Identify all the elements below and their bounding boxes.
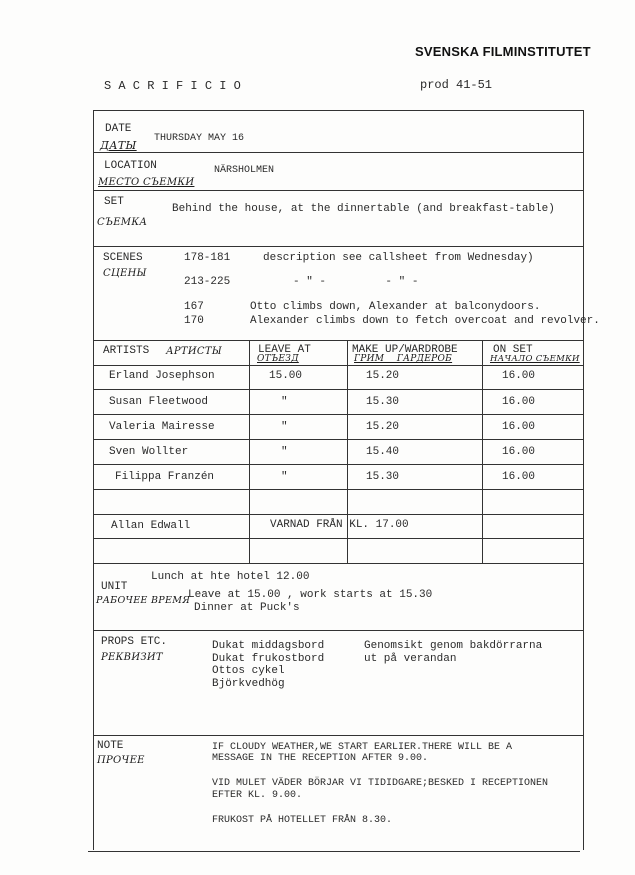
- scene-number: 170: [184, 315, 204, 327]
- artist-leave: ": [281, 446, 288, 458]
- prop-item: Dukat middagsbord: [212, 640, 325, 652]
- props-note: ut på verandan: [364, 653, 457, 665]
- location-label: LOCATION: [104, 160, 157, 172]
- date-label-handwritten: ДАТЫ: [100, 139, 137, 152]
- artist-name: Susan Fleetwood: [109, 396, 209, 408]
- unit-leave: Leave at 15.00 , work starts at 15.30: [188, 589, 433, 601]
- unit-label-handwritten: РАБОЧЕЕ ВРЕМЯ: [96, 595, 191, 606]
- note-label: NOTE: [97, 740, 124, 752]
- scene-number: 167: [184, 301, 204, 313]
- props-note: Genomsikt genom bakdörrarna: [364, 640, 543, 652]
- scene-number: 178-181: [184, 252, 231, 264]
- artist-leave: 15.00: [269, 370, 303, 382]
- artists-header: ARTISTS: [103, 345, 150, 357]
- makeup-header-handwritten: ГРИМ ГАРДЕРОБ: [354, 354, 453, 364]
- artist-name: Allan Edwall: [111, 520, 191, 532]
- artist-onset: 16.00: [502, 471, 536, 483]
- artist-makeup: 15.30: [366, 396, 400, 408]
- scene-description: Alexander climbs down to fetch overcoat and revolver.: [250, 315, 600, 327]
- note-text: MESSAGE IN THE RECEPTION AFTER 9.00.: [212, 753, 429, 764]
- makeup-header: MAKE UP/WARDROBE: [352, 344, 458, 356]
- unit-lunch: Lunch at hte hotel 12.00: [151, 571, 310, 583]
- artist-leave: ": [281, 471, 288, 483]
- set-label-handwritten: СЪЕМКА: [97, 217, 148, 228]
- note-text: IF CLOUDY WEATHER,WE START EARLIER.THERE WILL BE A: [212, 742, 513, 753]
- scene-number: 213-225: [184, 276, 231, 288]
- note-text: EFTER KL. 9.00.: [212, 790, 303, 801]
- prop-item: Björkvedhög: [212, 678, 285, 690]
- artist-makeup: 15.40: [366, 446, 400, 458]
- artist-name: Sven Wollter: [109, 446, 189, 458]
- location-value: NÄRSHOLMEN: [214, 165, 275, 176]
- on-set-header: ON SET: [493, 344, 533, 356]
- scene-description: Otto climbs down, Alexander at balconydoors.: [250, 301, 541, 313]
- props-label: PROPS ETC.: [101, 636, 168, 648]
- artist-makeup: 15.20: [366, 421, 400, 433]
- artist-makeup: 15.30: [366, 471, 400, 483]
- artist-onset: 16.00: [502, 370, 536, 382]
- artists-header-handwritten: АРТИСТЫ: [166, 346, 222, 357]
- prop-item: Ottos cykel: [212, 665, 285, 677]
- set-value: Behind the house, at the dinnertable (and breakfast-table): [172, 203, 555, 215]
- artist-name: Erland Josephson: [109, 370, 215, 382]
- scene-description: - " - - " -: [293, 276, 419, 288]
- production-number: prod 41-51: [420, 78, 493, 92]
- scene-description: description see callsheet from Wednesday): [263, 252, 534, 264]
- artist-name: Filippa Franzén: [115, 471, 215, 483]
- artist-makeup: 15.20: [366, 370, 400, 382]
- date-value: THURSDAY MAY 16: [154, 133, 245, 144]
- on-set-header-handwritten: НАЧАЛО СЪЕМКИ: [490, 354, 580, 364]
- prop-item: Dukat frukostbord: [212, 653, 325, 665]
- artist-onset: 16.00: [502, 446, 536, 458]
- set-label: SET: [104, 196, 124, 208]
- artist-leave: ": [281, 421, 288, 433]
- unit-label: UNIT: [101, 581, 128, 593]
- institute-logo: SVENSKA FILMINSTITUTET: [415, 44, 591, 59]
- unit-dinner: Dinner at Puck's: [194, 602, 300, 614]
- leave-at-header: LEAVE AT: [258, 344, 311, 356]
- props-label-handwritten: РЕКВИЗИТ: [101, 652, 163, 663]
- artist-onset: 16.00: [502, 396, 536, 408]
- date-label: DATE: [105, 123, 132, 135]
- scenes-label: SCENES: [103, 252, 143, 264]
- film-title: S A C R I F I C I O: [104, 79, 241, 93]
- scenes-label-handwritten: СЦЕНЫ: [103, 268, 147, 279]
- artist-onset: 16.00: [502, 421, 536, 433]
- artist-called-note: VARNAD FRÅN KL. 17.00: [270, 519, 409, 531]
- artist-name: Valeria Mairesse: [109, 421, 215, 433]
- note-text: VID MULET VÄDER BÖRJAR VI TIDIDGARE;BESKED I RECEPTIONEN: [212, 778, 549, 789]
- location-label-handwritten: МЕСТО СЪЕМКИ: [98, 177, 195, 188]
- note-label-handwritten: ПРОЧЕЕ: [97, 755, 145, 766]
- leave-at-header-handwritten: ОТЪЕЗД: [257, 354, 299, 364]
- note-text: FRUKOST PÅ HOTELLET FRÅN 8.30.: [212, 815, 393, 826]
- artist-leave: ": [281, 396, 288, 408]
